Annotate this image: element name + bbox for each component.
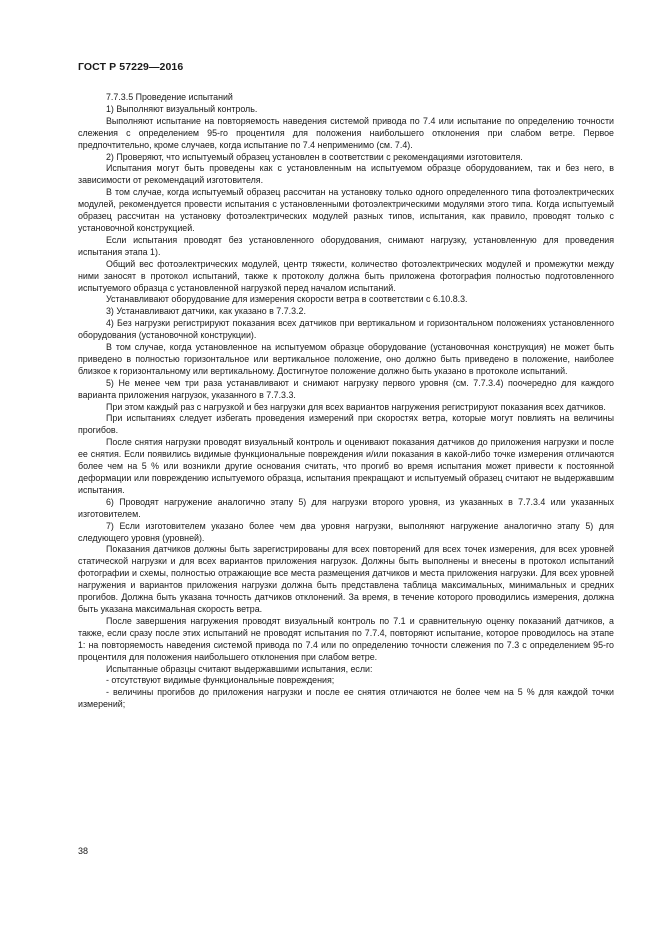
paragraph: Показания датчиков должны быть зарегистрированы для всех повторений для всех точек измерения, для всех уровней статической нагрузки и для всех вариантов приложения нагрузок. Должны быть выполнены и внесены в протокол испытаний фотографии и схемы, полностью отражающие все места размещения датчиков и места приложения нагрузки. Для всех уровней нагружения и вариантов приложения нагрузки должна быть представлена таблица максимальных, минимальных и средних прогибов. Должна быть указана точность датчиков отклонений. За время, в течение которого проводились измерения, должна быть указана максимальная скорость ветра. — [78, 544, 614, 614]
paragraph: 1) Выполняют визуальный контроль. — [106, 103, 258, 114]
paragraph: В том случае, когда установленное на испытуемом образце оборудование (установочная конструкция) не может быть приведено в полностью горизонтальное или вертикальное положение, оно должно быть приведено в положение, наиболее близкое к горизонтальному или вертикальному. Достигнутое положение должно быть указано в протоколе испытаний. — [78, 342, 614, 376]
page-number: 38 — [78, 846, 89, 856]
paragraph: Выполняют испытание на повторяемость наведения системой привода по 7.4 или испытание по определению точности слежения с определением 95-го процентиля для положения наибольшего отклонения при слабом ветре. Первое предпочтительно, кроме случаев, когда испытание по 7.4 неприменимо (см. 7.4). — [78, 115, 614, 150]
list-item: - величины прогибов до приложения нагрузки и после ее снятия отличаются не более чем на 5 % для каждой точки измерений; — [78, 687, 614, 710]
paragraph: Общий вес фотоэлектрических модулей, центр тяжести, количество фотоэлектрических модулей и промежутки между ними заносят в протокол испытаний, также к протоколу должна быть приложена фотография полностью подготовленного испытуемого образца с установленной нагрузкой перед началом испытаний. — [78, 258, 614, 293]
paragraph: 6) Проводят нагружение аналогично этапу 5) для нагрузки второго уровня, из указанных в 7.7.3.4 или указанных изготовителем. — [78, 496, 614, 519]
paragraph: В том случае, когда испытуемый образец рассчитан на установку только одного определенного типа фотоэлектрических модулей, рекомендуется провести испытания с установленными фотоэлектрическими модулями этого типа. Когда испытуемый образец рассчитан на установку фотоэлектрических модулей разных типов, испытания, как правило, проводят только с установочной конструкцией. — [78, 187, 614, 233]
paragraph: Испытанные образцы считают выдержавшими испытания, если: — [106, 663, 373, 674]
paragraph: 7.7.3.5 Проведение испытаний — [106, 92, 233, 102]
body-text — [78, 92, 614, 711]
paragraph: 5) Не менее чем три раза устанавливают и снимают нагрузку первого уровня (см. 7.7.3.4) поочередно для каждого варианта приложения нагрузок, указанного в 7.7.3.3. — [78, 377, 614, 400]
paragraph: Испытания могут быть проведены как с установленным на испытуемом образце оборудованием, так и без него, в зависимости от рекомендаций изготовителя. — [78, 163, 614, 186]
paragraph: При этом каждый раз с нагрузкой и без нагрузки для всех вариантов нагружения регистрируют показания всех датчиков. — [106, 401, 606, 412]
paragraph: 4) Без нагрузки регистрируют показания всех датчиков при вертикальном и горизонтальном положениях установленного оборудования (установочной конструкции). — [78, 318, 614, 341]
paragraph: 3) Устанавливают датчики, как указано в 7.7.3.2. — [106, 306, 306, 317]
paragraph: Если испытания проводят без установленного оборудования, снимают нагрузку, установленную для проведения испытания этапа 1). — [78, 234, 614, 257]
document-header: ГОСТ Р 57229—2016 — [78, 61, 184, 73]
list-item: - отсутствуют видимые функциональные повреждения; — [106, 675, 335, 686]
paragraph: После завершения нагружения проводят визуальный контроль по 7.1 и сравнительную оценку показаний датчиков, а также, если сразу после этих испытаний не проводят испытания по 7.7.4, повторяют испытание, которое проводилось на этапе 1: на повторяемость наведения системой привода по 7.4 или по определению точности слежения по 7.3 с определением 95-го процентиля для положения наибольшего отклонения при слабом ветре. — [78, 615, 614, 662]
paragraph: 7) Если изготовителем указано более чем два уровня нагрузки, выполняют нагружение аналогично этапу 5) для следующего уровня (уровней). — [78, 520, 614, 543]
paragraph: Устанавливают оборудование для измерения скорости ветра в соответствии с 6.10.8.3. — [106, 294, 468, 305]
paragraph: При испытаниях следует избегать проведения измерений при скоростях ветра, которые могут повлиять на величины прогибов. — [78, 413, 614, 436]
paragraph: 2) Проверяют, что испытуемый образец установлен в соответствии с рекомендациями изготовителя. — [106, 151, 523, 162]
paragraph: После снятия нагрузки проводят визуальный контроль и оценивают показания датчиков до приложения нагрузки и после ее снятия. Если появились видимые функциональные повреждения и/или показания в какой-либо точке измерения отличаются более чем на 5 % или возникли другие основания считать, что прогиб во время испытания может привести к постоянной деформации или повреждению испытуемого образца, испытания прекращают и испытуемый образец считают не выдержавшим испытания. — [78, 437, 614, 495]
